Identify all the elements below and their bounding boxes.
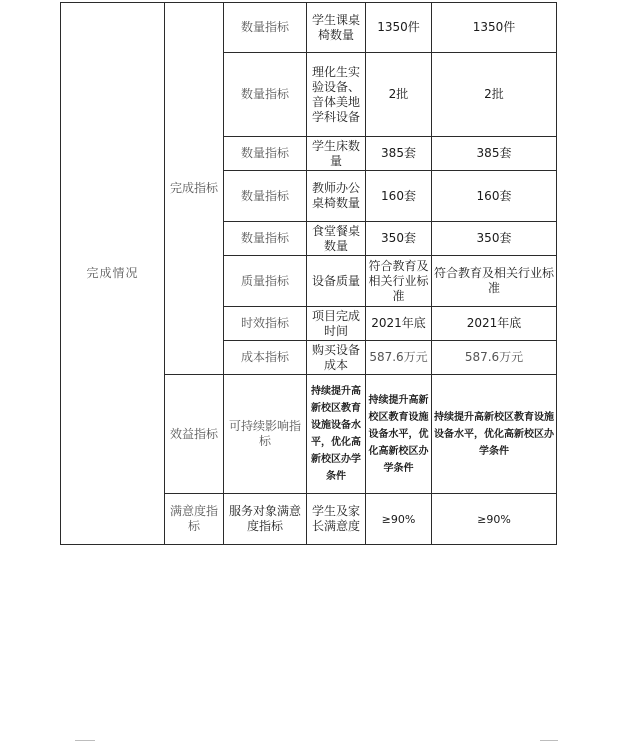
target-cell: 2批 [366,53,432,137]
actual-cell: 587.6万元 [432,341,557,375]
category-cell: 时效指标 [224,307,307,341]
actual-cell: 2021年底 [432,307,557,341]
actual-cell: 1350件 [432,3,557,53]
target-cell: 2021年底 [366,307,432,341]
actual-cell: 160套 [432,171,557,222]
section-label: 完成情况 [61,3,165,545]
target-cell: 160套 [366,171,432,222]
group-benefit-label: 效益指标 [165,375,224,494]
actual-cell: 350套 [432,222,557,256]
indicator-cell: 学生床数量 [307,137,366,171]
target-cell: 1350件 [366,3,432,53]
category-cell: 数量指标 [224,53,307,137]
category-cell: 质量指标 [224,256,307,307]
table-row [61,3,557,53]
category-cell: 可持续影响指标 [224,375,307,494]
group-completion-label: 完成指标 [165,3,224,375]
target-cell: 385套 [366,137,432,171]
indicator-cell: 理化生实验设备、音体美地学科设备 [307,53,366,137]
indicator-cell: 学生及家长满意度 [307,494,366,545]
category-cell: 数量指标 [224,3,307,53]
category-cell: 数量指标 [224,222,307,256]
actual-cell: 符合教育及相关行业标准 [432,256,557,307]
target-cell: 587.6万元 [366,341,432,375]
actual-cell: ≥90% [432,494,557,545]
indicator-cell: 购买设备成本 [307,341,366,375]
actual-cell: 持续提升高新校区教育设施设备水平，优化高新校区办学条件 [432,375,557,494]
indicator-cell: 持续提升高新校区教育设施设备水平，优化高新校区办学条件 [307,375,366,494]
group-satisfaction-label: 满意度指标 [165,494,224,545]
category-cell: 成本指标 [224,341,307,375]
actual-cell: 2批 [432,53,557,137]
actual-cell: 385套 [432,137,557,171]
category-cell: 服务对象满意度指标 [224,494,307,545]
performance-table [60,2,557,545]
category-cell: 数量指标 [224,171,307,222]
indicator-cell: 设备质量 [307,256,366,307]
indicator-cell: 学生课桌椅数量 [307,3,366,53]
indicator-cell: 项目完成时间 [307,307,366,341]
target-cell: 符合教育及相关行业标准 [366,256,432,307]
indicator-cell: 教师办公桌椅数量 [307,171,366,222]
target-cell: ≥90% [366,494,432,545]
target-cell: 350套 [366,222,432,256]
category-cell: 数量指标 [224,137,307,171]
indicator-cell: 食堂餐桌数量 [307,222,366,256]
target-cell: 持续提升高新校区教育设施设备水平，优化高新校区办学条件 [366,375,432,494]
